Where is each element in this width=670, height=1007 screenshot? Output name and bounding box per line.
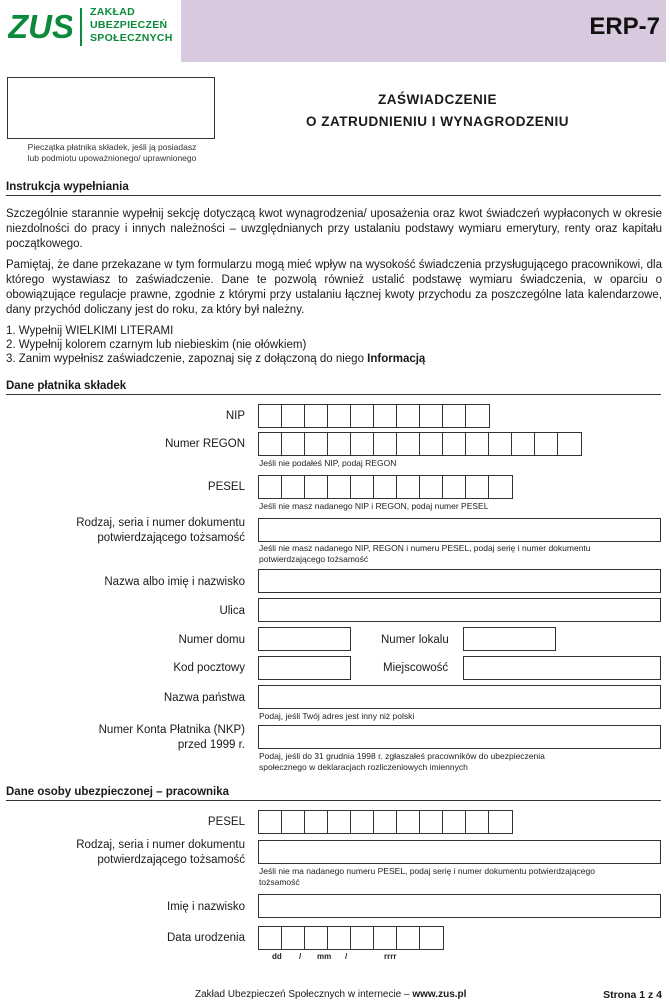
instructions-paragraph-2: Pamiętaj, że dane przekazane w tym formularzu mogą mieć wpływ na wysokość świadczenia przysługującego pracownikowi, dla którego wystawiasz to zaświadczenie. Dane te pozwolą również ustalić podstawę wymiaru świadczenia, w oparciu o obowiązujące regulacje prawne, zgodnie z którymi przy ustalaniu łącznej kwoty przychodu za poszczególne lata kalendarzowe, dany przychód doliczany jest do roku, za który był należny.	[6, 259, 662, 316]
character-cell[interactable]	[305, 433, 328, 455]
character-cell[interactable]	[374, 811, 397, 833]
character-cell[interactable]	[420, 405, 443, 427]
character-cell[interactable]	[351, 811, 374, 833]
character-cell[interactable]	[535, 433, 558, 455]
payer-house-label: Numer domu	[178, 634, 245, 646]
character-cell[interactable]	[397, 927, 420, 949]
payer-nkp-input[interactable]	[258, 725, 661, 749]
org-name-line-1: ZAKŁAD	[90, 6, 135, 18]
zus-logo	[8, 7, 72, 47]
insured-heading: Dane osoby ubezpieczonej – pracownika	[6, 786, 661, 801]
insured-dob-input[interactable]	[258, 926, 444, 950]
character-cell[interactable]	[466, 476, 489, 498]
payer-city-input[interactable]	[463, 656, 661, 680]
dob-mm-hint: mm	[317, 952, 332, 961]
character-cell[interactable]	[489, 811, 512, 833]
payer-regon-label: Numer REGON	[165, 438, 245, 450]
dob-separator-2: /	[345, 952, 348, 961]
payer-country-input[interactable]	[258, 685, 661, 709]
payer-postcode-input[interactable]	[258, 656, 351, 680]
payer-name-label: Nazwa albo imię i nazwisko	[104, 576, 245, 588]
org-name	[90, 6, 173, 45]
character-cell[interactable]	[512, 433, 535, 455]
character-cell[interactable]	[259, 433, 282, 455]
payer-house-input[interactable]	[258, 627, 351, 651]
stamp-box[interactable]	[7, 77, 215, 139]
payer-country-label: Nazwa państwa	[163, 692, 245, 704]
character-cell[interactable]	[443, 405, 466, 427]
character-cell[interactable]	[328, 927, 351, 949]
title-line-1: ZAŚWIADCZENIE	[378, 92, 497, 107]
instructions-item-3: 3. Zanim wypełnisz zaświadczenie, zapoznaj się z dołączoną do niego Informacją	[6, 353, 426, 365]
character-cell[interactable]	[466, 433, 489, 455]
instructions-list	[6, 324, 662, 366]
character-cell[interactable]	[305, 476, 328, 498]
character-cell[interactable]	[328, 433, 351, 455]
instructions-item-2: 2. Wypełnij kolorem czarnym lub niebieskim (nie ołówkiem)	[6, 339, 307, 351]
character-cell[interactable]	[305, 927, 328, 949]
page-number: Strona 1 z 4	[603, 989, 662, 1001]
character-cell[interactable]	[259, 476, 282, 498]
insured-document-label: Rodzaj, seria i numer dokumentu potwierdzającego tożsamość	[76, 839, 245, 866]
dob-separator-1: /	[299, 952, 302, 961]
character-cell[interactable]	[489, 476, 512, 498]
character-cell[interactable]	[374, 405, 397, 427]
zus-logo-text: ZUS	[8, 8, 72, 45]
character-cell[interactable]	[374, 476, 397, 498]
character-cell[interactable]	[443, 811, 466, 833]
payer-postcode-label: Kod pocztowy	[173, 662, 245, 674]
payer-nip-input[interactable]	[258, 404, 490, 428]
insured-name-input[interactable]	[258, 894, 661, 918]
payer-name-input[interactable]	[258, 569, 661, 593]
payer-flat-input[interactable]	[463, 627, 556, 651]
payer-regon-input[interactable]	[258, 432, 582, 456]
character-cell[interactable]	[443, 476, 466, 498]
character-cell[interactable]	[420, 433, 443, 455]
payer-country-hint: Podaj, jeśli Twój adres jest inny niż polski	[259, 711, 415, 721]
insured-document-hint: Jeśli nie ma nadanego numeru PESEL, podaj serię i numer dokumentu potwierdzającego tożsamość	[259, 866, 595, 887]
character-cell[interactable]	[466, 405, 489, 427]
payer-document-input[interactable]	[258, 518, 661, 542]
character-cell[interactable]	[328, 405, 351, 427]
payer-nip-label: NIP	[225, 410, 245, 422]
payer-nkp-label: Numer Konta Płatnika (NKP) przed 1999 r.	[98, 724, 245, 751]
instructions-heading: Instrukcja wypełniania	[6, 181, 661, 196]
character-cell[interactable]	[351, 405, 374, 427]
instructions-paragraph-1: Szczególnie starannie wypełnij sekcję dotyczącą kwot wynagrodzenia/ uposażenia oraz kwot świadczeń wypłaconych w okresie niezdolności do pracy i innych należności – uwzględnianych przy ustalaniu podstawy wymiaru emerytury, renty oraz kapitału początkowego.	[6, 208, 662, 250]
insured-dob-label: Data urodzenia	[167, 932, 245, 944]
footer-text: Zakład Ubezpieczeń Społecznych w internecie – www.zus.pl	[195, 989, 467, 1000]
title-line-2: O ZATRUDNIENIU I WYNAGRODZENIU	[306, 114, 569, 129]
payer-nkp-hint: Podaj, jeśli do 31 grudnia 1998 r. zgłaszałeś pracowników do ubezpieczenia społecznego w deklaracjach rozliczeniowych imiennych	[259, 751, 545, 772]
character-cell[interactable]	[466, 811, 489, 833]
character-cell[interactable]	[420, 476, 443, 498]
character-cell[interactable]	[282, 927, 305, 949]
character-cell[interactable]	[328, 811, 351, 833]
dob-dd-hint: dd	[272, 952, 282, 961]
character-cell[interactable]	[489, 433, 512, 455]
payer-city-label: Miejscowość	[383, 662, 449, 674]
insured-pesel-input[interactable]	[258, 810, 513, 834]
character-cell[interactable]	[282, 476, 305, 498]
character-cell[interactable]	[305, 405, 328, 427]
payer-flat-label: Numer lokalu	[381, 634, 449, 646]
character-cell[interactable]	[397, 405, 420, 427]
character-cell[interactable]	[397, 433, 420, 455]
character-cell[interactable]	[351, 927, 374, 949]
payer-document-label: Rodzaj, seria i numer dokumentu potwierdzającego tożsamość	[76, 517, 245, 544]
org-name-line-3: SPOŁECZNYCH	[90, 32, 173, 44]
character-cell[interactable]	[351, 433, 374, 455]
character-cell[interactable]	[259, 811, 282, 833]
character-cell[interactable]	[328, 476, 351, 498]
logo-divider	[80, 8, 82, 46]
character-cell[interactable]	[259, 927, 282, 949]
character-cell[interactable]	[420, 811, 443, 833]
character-cell[interactable]	[558, 433, 581, 455]
insured-name-label: Imię i nazwisko	[167, 901, 245, 913]
insured-document-input[interactable]	[258, 840, 661, 864]
insured-pesel-label: PESEL	[207, 816, 245, 828]
form-code: ERP-7	[589, 13, 660, 40]
payer-regon-hint: Jeśli nie podałeś NIP, podaj REGON	[259, 458, 397, 468]
character-cell[interactable]	[351, 476, 374, 498]
character-cell[interactable]	[259, 405, 282, 427]
character-cell[interactable]	[443, 433, 466, 455]
character-cell[interactable]	[374, 433, 397, 455]
payer-document-hint: Jeśli nie masz nadanego NIP, REGON i numeru PESEL, podaj serię i numer dokumentu potwierdzającego tożsamość	[259, 543, 591, 564]
stamp-caption: Pieczątka płatnika składek, jeśli ją posiadasz lub podmiotu upoważnionego/ uprawnionego	[27, 142, 197, 163]
character-cell[interactable]	[420, 927, 443, 949]
dob-yyyy-hint: rrrr	[384, 952, 397, 961]
character-cell[interactable]	[282, 811, 305, 833]
footer-url-link[interactable]: www.zus.pl	[412, 989, 467, 1000]
payer-street-label: Ulica	[219, 605, 245, 617]
org-name-line-2: UBEZPIECZEŃ	[90, 19, 168, 31]
payer-pesel-input[interactable]	[258, 475, 513, 499]
document-title	[230, 89, 645, 133]
payer-street-input[interactable]	[258, 598, 661, 622]
character-cell[interactable]	[374, 927, 397, 949]
character-cell[interactable]	[282, 405, 305, 427]
character-cell[interactable]	[305, 811, 328, 833]
payer-heading: Dane płatnika składek	[6, 380, 661, 395]
character-cell[interactable]	[397, 476, 420, 498]
character-cell[interactable]	[397, 811, 420, 833]
character-cell[interactable]	[282, 433, 305, 455]
instructions-item-1: 1. Wypełnij WIELKIMI LITERAMI	[6, 325, 174, 337]
payer-pesel-hint: Jeśli nie masz nadanego NIP i REGON, podaj numer PESEL	[259, 501, 489, 511]
payer-pesel-label: PESEL	[207, 481, 245, 493]
